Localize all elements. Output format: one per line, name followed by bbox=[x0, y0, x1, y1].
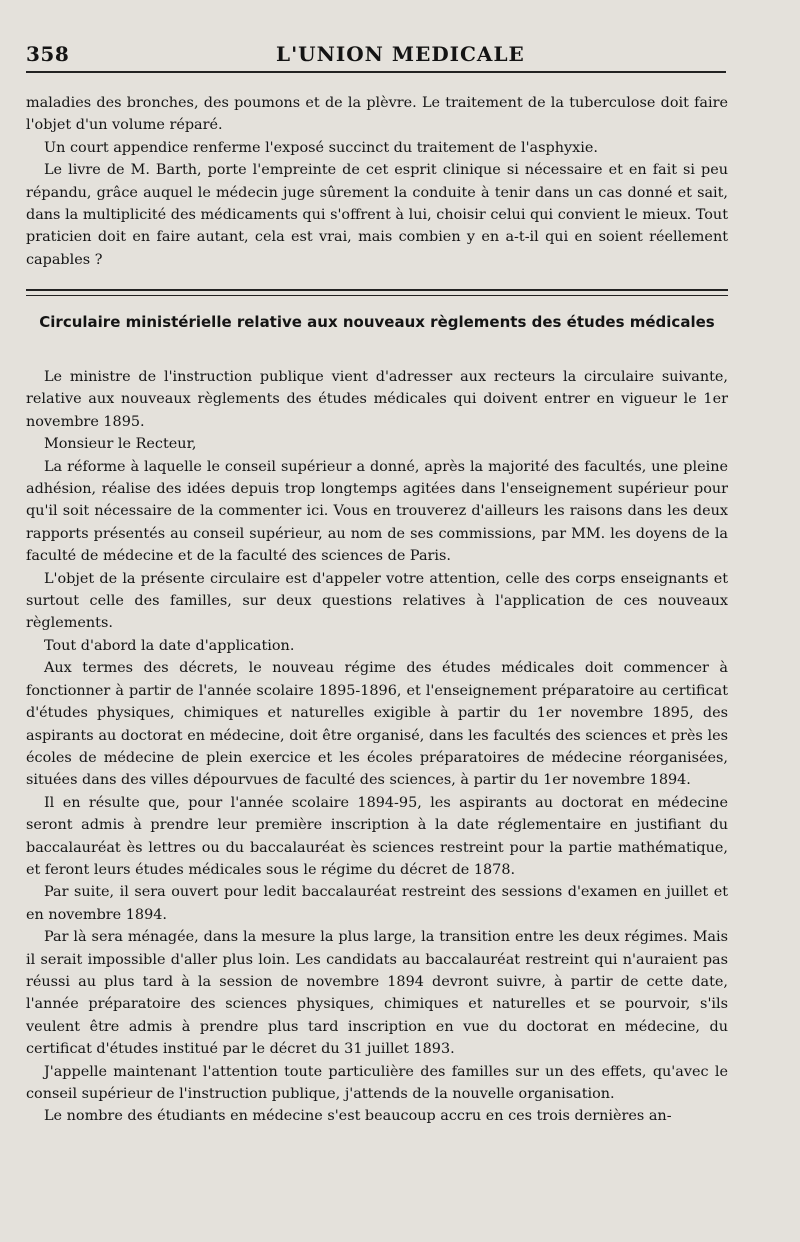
body-paragraph: Le ministre de l'instruction publique vient d'adresser aux recteurs la circulaire suivante, relative aux nouveaux règlements des études médicales qui doivent entrer en vigueur le 1er novembre 1895. bbox=[26, 369, 728, 430]
intro-text bbox=[26, 92, 728, 271]
page-header bbox=[26, 34, 726, 68]
body-paragraph: Aux termes des décrets, le nouveau régime des études médicales doit commencer à fonctionner à partir de l'année scolaire 1895-1896, et l'enseignement préparatoire au certificat d'études physiques, chimiques et naturelles exigible à partir du 1er novembre 1895, des aspirants au doctorat en médecine, doit être organisé, dans les facultés des sciences et près les écoles de médecine de plein exercice et les écoles préparatoires de médecine réorganisées, situées dans des villes dépourvues de faculté des sciences, à partir du 1er novembre 1894. bbox=[26, 660, 728, 789]
body-paragraph: La réforme à laquelle le conseil supérieur a donné, après la majorité des facultés, une pleine adhésion, réalise des idées depuis trop longtemps agitées dans l'enseignement supérieur pour qu'il soit nécessaire de la commenter ici. Vous en trouverez d'ailleurs les raisons dans les deux rapports présentés au conseil supérieur, au nom de ses commissions, par MM. les doyens de la faculté de médecine et de la faculté des sciences de Paris. bbox=[26, 458, 728, 565]
intro-paragraph: maladies des bronches, des poumons et de la plèvre. Le traitement de la tuberculose doit faire l'objet d'un volume réparé. bbox=[26, 95, 728, 134]
page-number: 358 bbox=[26, 42, 70, 66]
body-paragraph: Le nombre des étudiants en médecine s'est beaucoup accru en ces trois dernières an- bbox=[44, 1108, 672, 1125]
intro-paragraph: Un court appendice renferme l'exposé succinct du traitement de l'asphyxie. bbox=[44, 139, 598, 156]
body-paragraph: Tout d'abord la date d'application. bbox=[44, 637, 295, 654]
body-paragraph: L'objet de la présente circulaire est d'appeler votre attention, celle des corps enseignants et surtout celle des familles, sur deux questions relatives à l'application de ces nouveaux règlements. bbox=[26, 570, 728, 632]
section-divider-rule bbox=[26, 289, 728, 291]
body-paragraph: J'appelle maintenant l'attention toute particulière des familles sur un des effets, qu'avec le conseil supérieur de l'instruction publique, j'attends de la nouvelle organisation. bbox=[26, 1063, 728, 1102]
body-paragraph: Par là sera ménagée, dans la mesure la plus large, la transition entre les deux régimes. Mais il serait impossible d'aller plus loin. Les candidats au baccalauréat restreint qui n'auraient pas réussi au plus tard à la session de novembre 1894 devront suivre, à partir de cette date, l'année préparatoire des sciences physiques, chimiques et naturelles et se pourvoir, s'ils veulent être admis à prendre plus tard inscription en vue du doctorat en médecine, du certificat d'études institué par le décret du 31 juillet 1893. bbox=[26, 929, 728, 1058]
body-paragraph: Par suite, il sera ouvert pour ledit baccalauréat restreint des sessions d'examen en juillet et en novembre 1894. bbox=[26, 884, 728, 923]
section-title: Circulaire ministérielle relative aux nouveaux règlements des études médicales bbox=[39, 313, 715, 331]
body-paragraph: Il en résulte que, pour l'année scolaire 1894-95, les aspirants au doctorat en médecine seront admis à prendre leur première inscription à la date réglementaire en justifiant du baccalauréat ès lettres ou du baccalauréat ès sciences restreint pour la partie mathématique, et feront leurs études médicales sous le régime du décret de 1878. bbox=[26, 794, 728, 878]
running-title: L'UNION MEDICALE bbox=[276, 42, 525, 66]
intro-paragraph: Le livre de M. Barth, porte l'empreinte de cet esprit clinique si nécessaire et en fait si peu répandu, grâce auquel le médecin juge sûrement la conduite à tenir dans un cas donné et sait, dans la multiplicité des médicaments qui s'offrent à lui, choisir celui qui convient le mieux. Tout praticien doit en faire autant, cela est vrai, mais combien y en a-t-il qui en soient réellement capables ? bbox=[26, 162, 728, 268]
circular-text bbox=[26, 366, 728, 1128]
section-divider-rule bbox=[26, 295, 728, 296]
header-rule bbox=[26, 71, 726, 73]
salutation: Monsieur le Recteur, bbox=[44, 436, 197, 453]
